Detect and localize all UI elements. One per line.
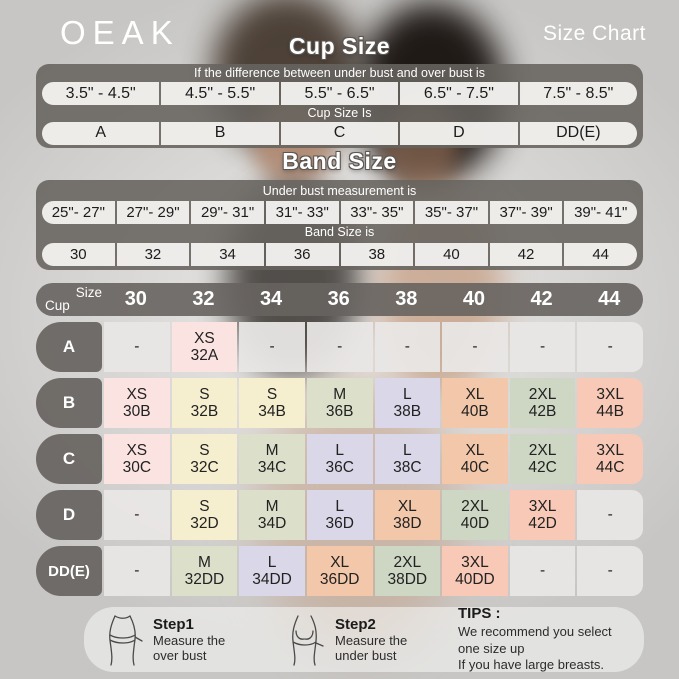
size-label: M xyxy=(265,441,279,459)
size-cell xyxy=(375,322,441,372)
size-code: 42B xyxy=(528,403,557,420)
size-label: 2XL xyxy=(528,441,557,459)
size-cell xyxy=(239,434,305,484)
band-number-cell: 36 xyxy=(266,243,339,266)
size-label: 3XL xyxy=(528,497,557,515)
size-cell xyxy=(104,378,170,428)
row-label: DD(E) xyxy=(36,546,102,596)
size-cell xyxy=(375,378,441,428)
cup-range-cell: 4.5" - 5.5" xyxy=(161,82,278,105)
size-cell xyxy=(442,490,508,540)
size-code: 38B xyxy=(393,403,422,420)
size-label: XL xyxy=(465,385,485,403)
size-code: 40C xyxy=(460,459,490,476)
size-cell xyxy=(375,434,441,484)
band-number-cell: 38 xyxy=(341,243,414,266)
size-cell xyxy=(510,434,576,484)
size-cell xyxy=(577,490,643,540)
cup-letter-cell: A xyxy=(42,122,159,145)
band-column-header: 34 xyxy=(259,288,283,310)
size-label: 2XL xyxy=(461,497,489,515)
tips-line1: We recommend you select one size up xyxy=(458,623,612,656)
corner-cup-label: Cup xyxy=(45,298,70,313)
matrix-corner-cell xyxy=(36,283,102,316)
size-cell xyxy=(172,322,238,372)
band-size-title: Band Size xyxy=(282,148,397,174)
band-range-cell: 25"- 27" xyxy=(42,201,115,224)
size-code: 34D xyxy=(257,515,287,532)
tips-line2: If you have large breasts. xyxy=(458,657,604,673)
size-label: L xyxy=(267,553,277,571)
band-size-panel xyxy=(36,180,643,270)
size-label: - xyxy=(607,506,613,524)
size-label: - xyxy=(404,338,410,356)
size-label: M xyxy=(333,385,347,403)
size-code: 32DD xyxy=(184,571,225,588)
size-code: 38C xyxy=(393,459,422,476)
brand-logo: OEAK xyxy=(60,14,180,51)
size-cell xyxy=(104,322,170,372)
matrix-row-a xyxy=(36,322,643,372)
size-cell xyxy=(307,490,373,540)
size-code: 38DD xyxy=(387,571,428,588)
size-cell xyxy=(239,322,305,372)
size-code: 36C xyxy=(325,459,354,476)
size-label: L xyxy=(403,441,412,459)
size-label: L xyxy=(335,441,344,459)
matrix-row-c xyxy=(36,434,643,484)
cup-letter-cell: B xyxy=(161,122,278,145)
size-cell xyxy=(442,546,508,596)
band-range-cell: 29"- 31" xyxy=(191,201,264,224)
size-cell xyxy=(577,546,643,596)
band-caption-mid: Band Size is xyxy=(304,225,375,240)
band-number-cell: 30 xyxy=(42,243,115,266)
size-label: - xyxy=(134,338,140,356)
size-label: 3XL xyxy=(461,553,489,571)
row-label: A xyxy=(36,322,102,372)
size-label: - xyxy=(539,562,546,580)
band-range-row xyxy=(42,201,637,224)
cup-letter-row xyxy=(42,122,637,145)
size-code: 36DD xyxy=(319,571,360,588)
step2-line2: under bust xyxy=(335,648,397,663)
band-range-cell: 27"- 29" xyxy=(117,201,190,224)
measure-under-bust-icon xyxy=(282,613,326,667)
size-label: XL xyxy=(397,497,417,515)
size-label: XS xyxy=(126,385,148,403)
size-code: 32B xyxy=(190,403,219,420)
size-code: 34C xyxy=(257,459,287,476)
band-column-header: 42 xyxy=(530,288,553,310)
size-label: - xyxy=(337,338,343,356)
band-number-cell: 40 xyxy=(415,243,488,266)
page-title: Size Chart xyxy=(542,22,646,45)
size-cell xyxy=(442,378,508,428)
band-column-header: 32 xyxy=(192,288,215,310)
cup-range-row xyxy=(42,82,637,105)
size-cell xyxy=(442,434,508,484)
size-code: 44C xyxy=(595,459,625,476)
size-code: 44B xyxy=(596,403,624,420)
size-cell xyxy=(577,378,643,428)
step1-line1: Measure the xyxy=(153,632,226,648)
tips-title: TIPS : xyxy=(458,604,501,622)
size-code: 34DD xyxy=(252,571,292,588)
size-label: - xyxy=(607,562,613,580)
size-cell xyxy=(104,490,170,540)
size-label: - xyxy=(607,338,613,356)
band-column-header: 38 xyxy=(395,288,418,310)
cup-letter-cell: C xyxy=(281,122,398,145)
size-cell xyxy=(375,546,441,596)
size-cell xyxy=(239,378,305,428)
size-cell xyxy=(307,378,373,428)
size-label: 2XL xyxy=(528,385,557,403)
size-cell xyxy=(172,378,238,428)
step2-line1: Measure the xyxy=(335,632,408,648)
cup-letter-cell: DD(E) xyxy=(520,122,637,145)
cup-caption-mid: Cup Size Is xyxy=(307,105,372,120)
band-number-cell: 42 xyxy=(490,243,563,266)
size-code: 32C xyxy=(190,459,219,476)
size-code: 40DD xyxy=(455,571,495,588)
size-cell xyxy=(104,546,170,596)
band-range-cell: 33"- 35" xyxy=(341,201,414,224)
row-label: D xyxy=(36,490,102,540)
row-label: B xyxy=(36,378,102,428)
cup-range-cell: 7.5" - 8.5" xyxy=(520,82,637,105)
size-cell xyxy=(104,434,170,484)
size-cell xyxy=(577,322,643,372)
size-code: 42C xyxy=(528,459,557,476)
size-cell xyxy=(510,322,576,372)
size-label: - xyxy=(539,338,546,356)
cup-range-cell: 3.5" - 4.5" xyxy=(42,82,159,105)
cup-size-title: Cup Size xyxy=(288,33,391,59)
step1-line2: over bust xyxy=(153,648,207,663)
step1-title: Step1 xyxy=(153,615,194,633)
measuring-instructions-bar xyxy=(84,604,644,673)
row-label: C xyxy=(36,434,102,484)
cup-caption-top: If the difference between under bust and over bust is xyxy=(194,66,485,81)
size-label: - xyxy=(269,338,275,356)
size-label: XL xyxy=(465,441,485,459)
cup-size-panel xyxy=(36,64,643,148)
size-label: L xyxy=(335,497,344,515)
band-number-cell: 34 xyxy=(191,243,264,266)
band-column-header: 44 xyxy=(598,288,621,310)
step2-block xyxy=(282,613,448,667)
matrix-row-b xyxy=(36,378,643,428)
matrix-row-dde xyxy=(36,546,643,596)
size-cell xyxy=(510,490,576,540)
size-code: 30B xyxy=(123,403,151,420)
size-label: M xyxy=(265,497,279,515)
cup-range-cell: 5.5" - 6.5" xyxy=(281,82,398,105)
size-code: 30C xyxy=(122,459,152,476)
size-label: 3XL xyxy=(596,385,624,403)
size-label: 2XL xyxy=(393,553,422,571)
size-label: M xyxy=(197,553,211,571)
step1-block xyxy=(100,613,272,667)
step2-title: Step2 xyxy=(335,615,376,633)
matrix-header xyxy=(36,283,643,316)
size-cell xyxy=(307,434,373,484)
size-label: - xyxy=(472,338,478,356)
size-cell xyxy=(307,546,373,596)
size-cell xyxy=(577,434,643,484)
size-cell xyxy=(510,546,576,596)
size-label: XL xyxy=(330,553,350,571)
size-cell xyxy=(510,378,576,428)
band-number-cell: 44 xyxy=(564,243,637,266)
size-label: 3XL xyxy=(596,441,624,459)
band-caption-top: Under bust measurement is xyxy=(262,183,417,198)
band-number-row xyxy=(42,243,637,266)
size-cell xyxy=(172,434,238,484)
band-column-header: 40 xyxy=(462,288,486,310)
tips-block xyxy=(458,605,628,675)
size-label: S xyxy=(199,497,210,515)
size-code: 36D xyxy=(325,515,354,532)
size-cell xyxy=(172,546,238,596)
size-code: 42D xyxy=(528,515,557,532)
size-cell xyxy=(239,490,305,540)
size-label: XS xyxy=(194,329,215,347)
band-range-cell: 37"- 39" xyxy=(490,201,563,224)
size-code: 32A xyxy=(190,347,219,364)
size-label: - xyxy=(134,506,140,524)
matrix-row-d xyxy=(36,490,643,540)
size-code: 36B xyxy=(325,403,354,420)
band-range-cell: 31"- 33" xyxy=(266,201,339,224)
size-cell xyxy=(307,322,373,372)
size-cell xyxy=(442,322,508,372)
band-range-cell: 35"- 37" xyxy=(415,201,488,224)
band-number-cell: 32 xyxy=(117,243,190,266)
cup-range-cell: 6.5" - 7.5" xyxy=(400,82,517,105)
measure-over-bust-icon xyxy=(100,613,144,667)
band-column-header: 30 xyxy=(124,288,147,310)
size-label: S xyxy=(266,385,278,403)
size-code: 32D xyxy=(190,515,219,532)
size-label: L xyxy=(403,385,412,403)
corner-size-label: Size xyxy=(75,285,102,300)
size-label: XS xyxy=(126,441,148,459)
band-range-cell: 39"- 41" xyxy=(564,201,637,224)
size-cell xyxy=(239,546,305,596)
size-label: S xyxy=(199,385,210,403)
size-code: 34B xyxy=(258,403,286,420)
size-cell xyxy=(172,490,238,540)
size-code: 40B xyxy=(461,403,489,420)
size-label: - xyxy=(134,562,140,580)
size-cell xyxy=(375,490,441,540)
cup-letter-cell: D xyxy=(400,122,517,145)
size-code: 38D xyxy=(393,515,422,532)
band-column-header: 36 xyxy=(327,288,350,310)
size-code: 40D xyxy=(460,515,490,532)
size-label: S xyxy=(199,441,210,459)
